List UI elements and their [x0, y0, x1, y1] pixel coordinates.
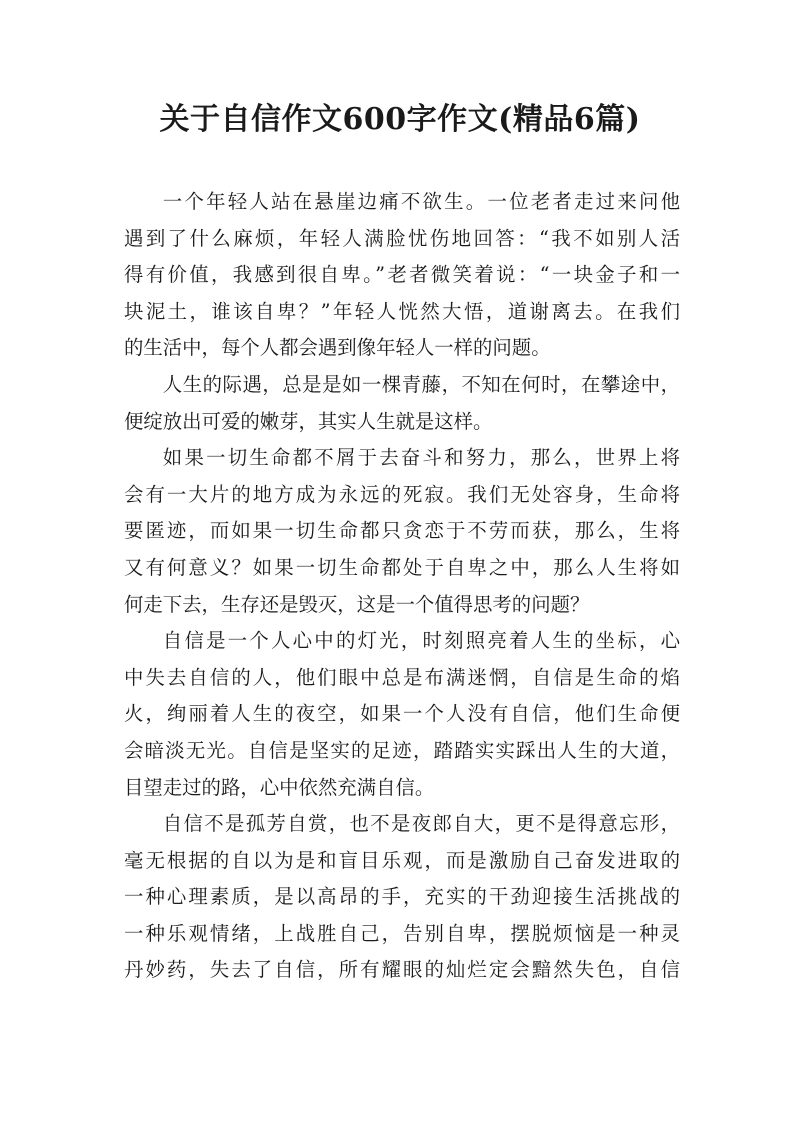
paragraph-2: [124, 367, 680, 440]
text-line: 自信是一个人心中的灯光，时刻照亮着人生的坐标，心: [162, 629, 680, 653]
document-title: 关于自信作文600字作文(精品6篇): [159, 102, 641, 137]
text-line: 遇到了什么麻烦，年轻人满脸忧伤地回答：“我不如别人活: [124, 226, 680, 250]
paragraph-1: [124, 184, 680, 367]
text-line: 人生的际遇，总是是如一棵青藤，不知在何时，在攀途中，: [162, 372, 680, 396]
text-line: 块泥土，谁该自卑？”年轻人恍然大悟，道谢离去。在我们: [124, 299, 680, 323]
text-line: 丹妙药，失去了自信，所有耀眼的灿烂定会黯然失色，自信: [124, 958, 680, 982]
text-line: 一种心理素质，是以高昂的手，充实的干劲迎接生活挑战的: [124, 885, 680, 909]
text-line: 何走下去，生存还是毁灭，这是一个值得思考的问题？: [124, 592, 590, 616]
text-line: 的生活中，每个人都会遇到像年轻人一样的问题。: [124, 336, 551, 360]
paragraph-3: [124, 440, 680, 623]
paragraph-4: [124, 623, 680, 806]
text-line: 会有一大片的地方成为永远的死寂。我们无处容身，生命将: [124, 482, 680, 506]
text-line: 便绽放出可爱的嫩芽，其实人生就是这样。: [124, 409, 493, 433]
text-line: 中失去自信的人，他们眼中总是布满迷惘，自信是生命的焰: [124, 665, 680, 689]
text-line: 一种乐观情绪，上战胜自己，告别自卑，摆脱烦恼是一种灵: [124, 921, 680, 945]
text-line: 如果一切生命都不屑于去奋斗和努力，那么，世界上将: [162, 446, 680, 470]
text-line: 得有价值，我感到很自卑。”老者微笑着说：“一块金子和一: [124, 263, 680, 287]
document-body: [124, 184, 680, 989]
text-line: 火，绚丽着人生的夜空，如果一个人没有自信，他们生命便: [124, 702, 680, 726]
paragraph-5: [124, 806, 680, 989]
text-line: 会暗淡无光。自信是坚实的足迹，踏踏实实踩出人生的大道，: [124, 738, 680, 762]
text-line: 自信不是孤芳自赏，也不是夜郎自大，更不是得意忘形，: [162, 812, 680, 836]
text-line: 又有何意义？如果一切生命都处于自卑之中，那么人生将如: [124, 555, 680, 579]
text-line: 一个年轻人站在悬崖边痛不欲生。一位老者走过来问他: [162, 190, 680, 213]
text-line: 要匿迹，而如果一切生命都只贪恋于不劳而获，那么，生将: [124, 519, 680, 543]
text-line: 目望走过的路，心中依然充满自信。: [124, 775, 435, 799]
text-line: 毫无根据的自以为是和盲目乐观，而是激励自己奋发进取的: [124, 848, 680, 872]
